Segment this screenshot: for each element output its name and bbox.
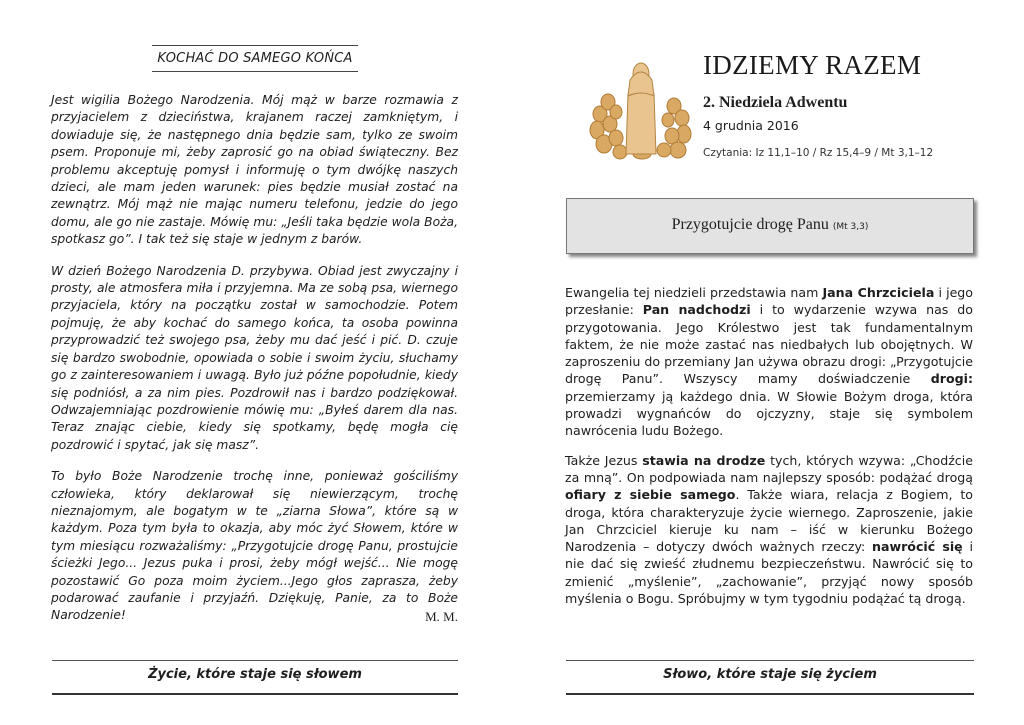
body-text: przemierzamy ją każdego dnia. W Słowie Bożym droga, która prowadzi wygnańców do ojczyzny, staje się symbolem nawrócenia ludu Bożego.	[565, 388, 973, 439]
left-footer-text: Życie, które staje się słowem	[148, 667, 362, 682]
emphasis-text: drogi:	[930, 371, 973, 387]
emphasis-text: Pan nadchodzi	[642, 302, 751, 318]
jesus-with-crowd-logo-icon	[586, 50, 696, 160]
story-paragraph: Jest wigilia Bożego Narodzenia. Mój mąż w barze rozmawia z przyjacielem z dzieciństwa, krajanem raczej zamkniętym, i dowiaduje się, że następnego dnia będzie sam, tylko ze swoim psem. Proponuje mi, żeby zaprosić go na obiad świąteczny. Bez problemu akceptuję pomysł i informuję o tym dwójkę naszych dzieci, ale mam jeden warunek: pies będzie musiał zostać na zewnątrz. Mój mąż nie mając numeru telefonu, jedzie do jego domu, ale go nie zastaje. Mówię mu: „Jeśli taka będzie wola Boża, spotkasz go”. I tak też się staje w jednym z barów.	[51, 93, 458, 247]
emphasis-text: stawia na drodze	[642, 452, 766, 468]
right-footer	[566, 660, 974, 695]
commentary-paragraph	[565, 452, 973, 608]
body-text: i nie dać się zwieść złudnemu bezpieczeństwu. Nawrócić się to zmienić „myślenie”, „zachowanie”, przyjąć nowy sposób myślenia o Bogu. Spróbujmy w tym tygodniu podążać tą drogą.	[565, 539, 973, 607]
story-title: KOCHAĆ DO SAMEGO KOŃCA	[152, 45, 358, 72]
motto-reference: (Mt 3,3)	[832, 222, 869, 232]
emphasis-text: ofiary z siebie samego	[565, 487, 736, 503]
story-paragraph: W dzień Bożego Narodzenia D. przybywa. Obiad jest zwyczajny i prosty, ale atmosfera miła i przyjemna. Ma ze sobą psa, wiernego przyjaciela, który na początku został w samochodzie. Potem pojmuję, że aby kochać do samego końca, ta osoba powinna przyprowadzić też swojego psa, żeby mu dać jeść i pić. D. czuje się bardzo swobodnie, opowiada o sobie i swoim życiu, słuchamy go z zainteresowaniem i uwagą. Było już późne popołudnie, kiedy się podniósł, a za nim pies. Pozdrowił nas i bardzo podziękował. Odwzajemniając pozdrowienie mówię mu: „Byłeś darem dla nas. Teraz znając ciebie, kiedy się spotkamy, będę mogła cię pozdrowić i spytać, jak się masz”.	[51, 263, 458, 452]
date: 4 grudnia 2016	[703, 118, 799, 133]
story-paragraph: To było Boże Narodzenie trochę inne, ponieważ gościliśmy człowieka, który deklarował się niewierzącym, trochę nieznajomym, ale bogatym w te „ziarna Słowa”, które są w każdym. Poza tym była to okazja, aby móc żyć Słowem, które w tym miesiącu rozważaliśmy: „Przygotujcie drogę Panu, prostujcie ścieżki Jego... Jezus puka i prosi, żeby mógł wejść... Nie mogę pozostawić Go poza moim życiem...Jego głos zaprasza, żeby podarować zaufanie i przyjaźń. Dziękuję, Panie, za to Boże Narodzenie!	[51, 469, 458, 623]
motto-box	[566, 198, 974, 254]
story-body	[51, 92, 458, 639]
sunday-name: 2. Niedziela Adwentu	[703, 94, 848, 111]
right-page	[512, 0, 1024, 725]
signature: M. M.	[425, 609, 458, 624]
emphasis-text: nawrócić się	[872, 539, 963, 555]
body-text: i to wydarzenie wzywa nas do przygotowania. Jego Królestwo jest tak fundamentalnym faktem, że nie może zastać nas niedbałych lub obojętnych. W zaproszeniu do przemiany Jan używa obrazu drogi: „Przygotujcie drogę Panu”. Wszyscy mamy doświadczenie	[565, 302, 974, 387]
body-text: Ewangelia tej niedzieli przedstawia nam	[565, 285, 823, 300]
right-footer-text: Słowo, które staje się życiem	[663, 667, 877, 682]
motto-line	[567, 216, 973, 234]
body-text: . Także wiara, relacja z Bogiem, to droga, która charakteryzuje życie wiernego. Zaproszenie, jakie Jan Chrzciciel kieruje ku nam – iść w kierunku Bożego Narodzenia – dotyczy dwóch ważnych rzeczy:	[565, 487, 973, 555]
readings: Czytania: Iz 11,1–10 / Rz 15,4–9 / Mt 3,1–12	[703, 147, 934, 159]
commentary-paragraph	[565, 284, 973, 440]
emphasis-text: Jana Chrzciciela	[822, 285, 935, 300]
motto-text: Przygotujcie drogę Panu	[671, 216, 829, 233]
body-text: Także Jezus	[565, 452, 643, 468]
bulletin-title: IDZIEMY RAZEM	[703, 50, 922, 80]
left-footer	[52, 660, 458, 695]
body-text: tych, których wzywa: „Chodźcie za mną”. On podpowiada nam najlepszy sposób: podążać drogą	[565, 452, 973, 485]
gospel-commentary	[565, 284, 973, 619]
body-text: i jego przesłanie:	[565, 285, 974, 318]
